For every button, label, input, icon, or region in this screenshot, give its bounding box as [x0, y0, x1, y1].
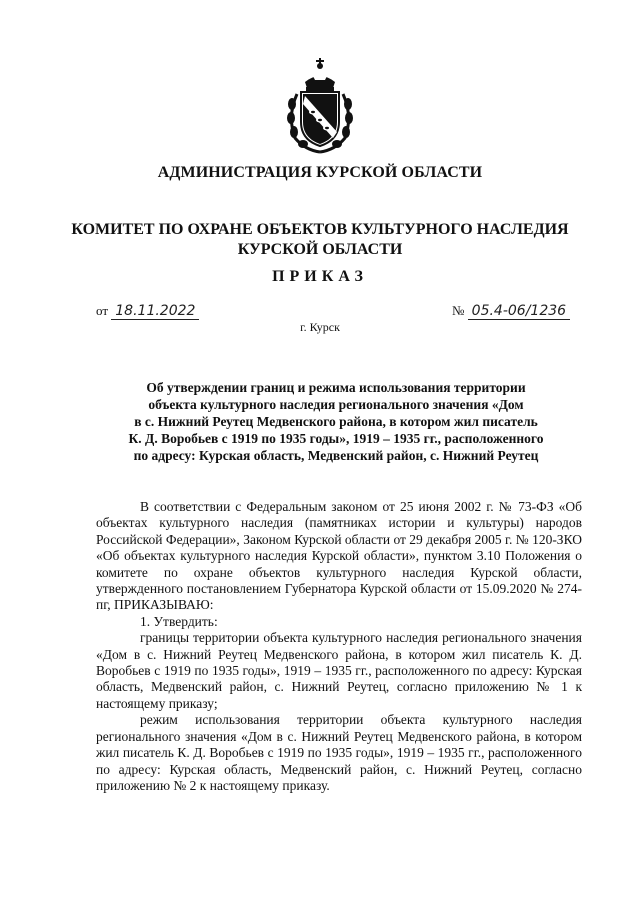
subject-line: Об утверждении границ и режима использования территории [146, 380, 526, 395]
number-field [452, 303, 570, 320]
administration-title: АДМИНИСТРАЦИЯ КУРСКОЙ ОБЛАСТИ [157, 164, 483, 181]
subject-line: в с. Нижний Реутец Медвенского района, в котором жил писатель [134, 414, 538, 429]
subject-line: по адресу: Курская область, Медвенский район, с. Нижний Реутец [133, 448, 539, 463]
subject-line: объекта культурного наследия регионального значения «Дом [148, 397, 524, 412]
body-paragraph-preamble: В соответствии с Федеральным законом от 25 июня 2002 г. № 73-ФЗ «Об объектах культурного наследия (памятниках истории и культуры) народов Российской Федерации», Законом Курской области от 29 декабря 2005 г. № 120-ЗКО «Об объектах культурного наследия Курской области», пунктом 3.10 Положения о комитете по охране объектов культурного наследия Курской области, утвержденного постановлением Губернатора Курской области от 15.09.2020 № 274-пг, ПРИКАЗЫВАЮ: [96, 499, 582, 613]
document-type: ПРИКАЗ [272, 268, 368, 285]
body-paragraph-regime: режим использования территории объекта культурного наследия регионального значения «Дом в с. Нижний Реутец Медвенского района, в котором жил писатель К. Д. Воробьев с 1919 по 1935 годы», 1919 – 1935 гг., расположенного по адресу: Курская область, Медвенский район, с. Нижний Реутец, согласно приложению № 2 к настоящему приказу. [96, 712, 582, 793]
date-field [96, 303, 199, 320]
number-prefix: № [452, 303, 465, 318]
subject-line: К. Д. Воробьев с 1919 по 1935 годы», 1919 – 1935 гг., расположенного [128, 431, 544, 446]
body-paragraph-boundaries: границы территории объекта культурного наследия регионального значения «Дом в с. Нижний Реутец Медвенского района, в котором жил писатель К. Д. Воробьев с 1919 по 1935 годы», 1919 – 1935 гг., расположенного по адресу: Курская область, Медвенский район, с. Нижний Реутец, согласно приложению № 1 к настоящему приказу; [96, 630, 582, 711]
order-body [96, 499, 582, 794]
committee-title-line1: КОМИТЕТ ПО ОХРАНЕ ОБЪЕКТОВ КУЛЬТУРНОГО НАСЛЕДИЯ [71, 221, 569, 238]
committee-title [0, 220, 640, 260]
committee-title-line2: КУРСКОЙ ОБЛАСТИ [237, 241, 403, 258]
city: г. Курск [300, 320, 340, 334]
number-value: 05.4-06/1236 [468, 303, 570, 320]
date-prefix: от [96, 303, 109, 318]
order-subject [96, 379, 576, 464]
body-paragraph-item: 1. Утвердить: [140, 613, 218, 629]
kursk-coat-of-arms-icon [283, 52, 357, 156]
date-value: 18.11.2022 [111, 303, 199, 320]
